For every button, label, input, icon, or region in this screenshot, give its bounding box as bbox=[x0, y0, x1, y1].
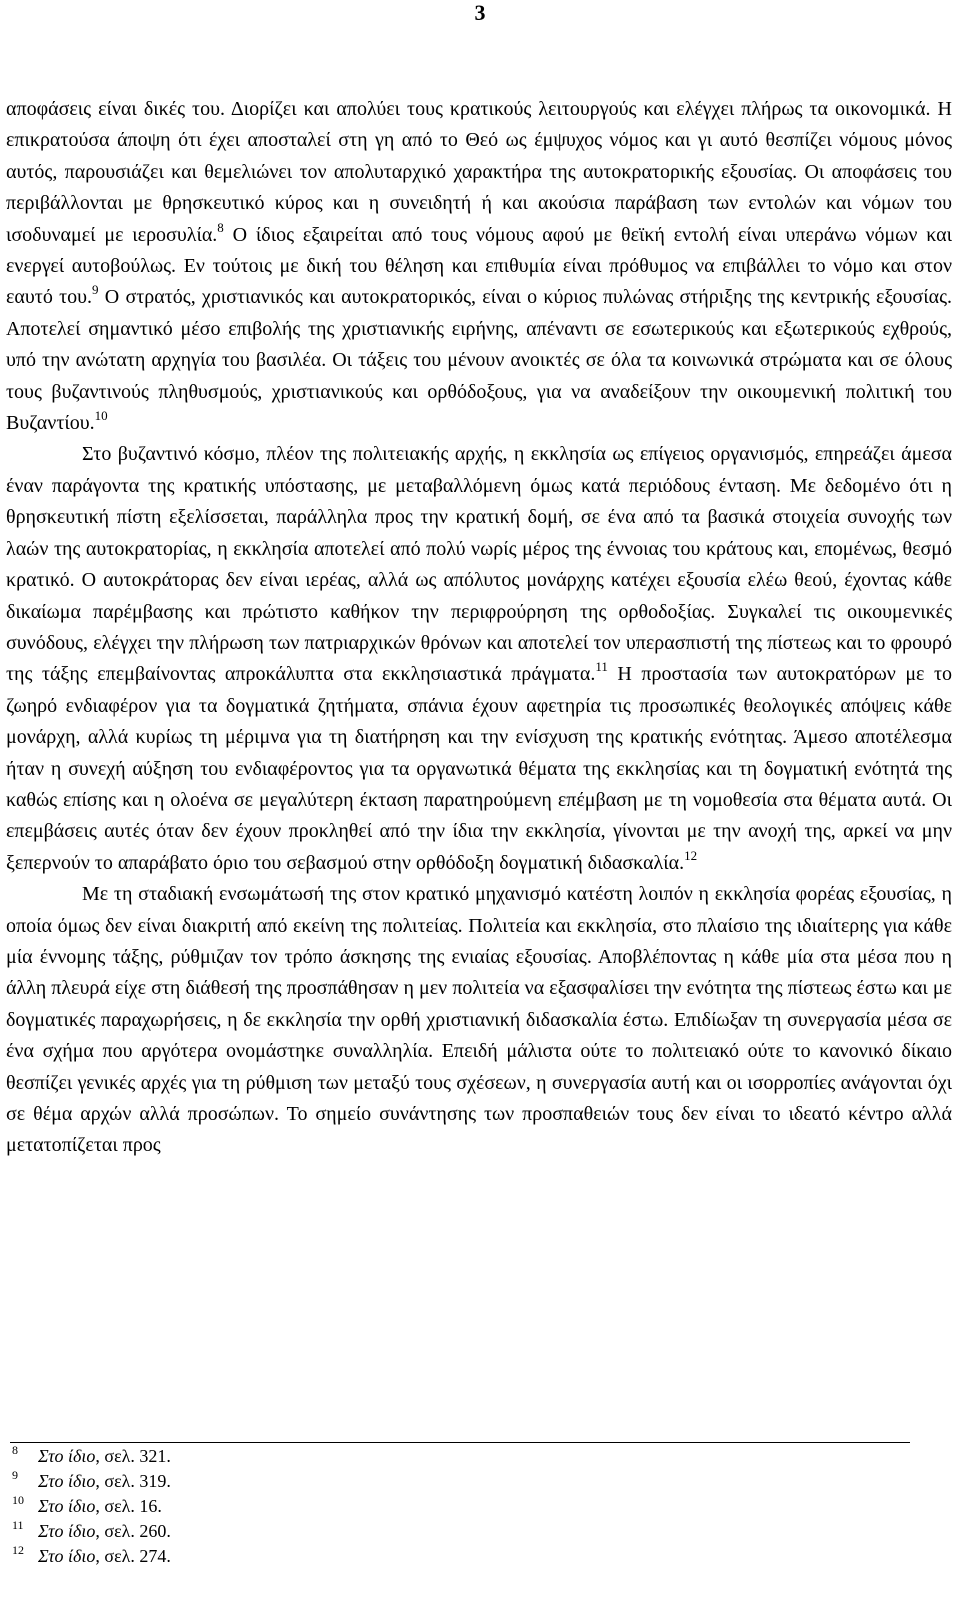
footnote: $^{10}$ Στο ίδιο, σελ. 16. bbox=[12, 1493, 162, 1516]
text-run: Στο βυζαντινό κόσμο, πλέον της πολιτειακής αρχής, η εκκλησία ως επίγειος οργανισμός, επηρεάζει άμεσα έναν παράγοντα της κρατικής υπόστασης, με μεταβαλλόμενη όμως κατά περιόδους ένταση. Με δεδομένο ότι η θρησκευτική πίστη εξελίσσεται, παράλληλα προς την κρατική δομή, σε ένα από τα βασικά στοιχεία συνοχής των λαών της αυτοκρατορίας, η εκκλησία αποτελεί από πολύ νωρίς μέρος της έννοιας του κράτους και, επομένως, θεσμό κρατικό. Ο αυτοκράτορας δεν είναι ιερέας, αλλά ως απόλυτος μονάρχης κατέχει εξουσία ελέω θεού, έχοντας κάθε δικαίωμα παρέμβασης και πρώτιστο καθήκον την περιφρούρηση της ορθοδοξίας. Συγκαλεί τις οικουμενικές συνόδους, ελέγχει την πλήρωση των πατριαρχικών θρόνων και αποτελεί τον υπερασπιστή της πίστεως και το φρουρό της τάξης επεμβαίνοντας απροκάλυπτα στα εκκλησιαστικά πράγματα. bbox=[6, 443, 952, 686]
footnote-page: , σελ. 319. bbox=[95, 1471, 171, 1491]
text-run: Ο στρατός, χριστιανικός και αυτοκρατορικός, είναι ο κύριος πυλώνας στήριξης της κεντρικής εξουσίας. Αποτελεί σημαντικό μέσο επιβολής της χριστιανικής ειρήνης, απέναντι σε εσωτερικούς και εξωτερικούς εχθρούς, υπό την ανώτατη αρχηγία του βασιλέα. Οι τάξεις του μένουν ανοικτές σε όλα τα κοινωνικά στρώματα και σε όλους τους βυζαντινούς πληθυσμούς, χριστιανικούς και ορθόδοξους, για να αναδείξουν την οικουμενική πολιτική του Βυζαντίου. bbox=[6, 286, 952, 435]
footnote-source: Στο ίδιο bbox=[38, 1496, 96, 1516]
footnote-page: , σελ. 274. bbox=[95, 1546, 171, 1566]
footnote-source: Στο ίδιο bbox=[38, 1546, 96, 1566]
text-run: Ο ίδιος εξαιρείται από τους νόμους αφού με θεϊκή εντολή είναι υπεράνω νόμων και ενεργεί αυτοβούλως. Εν τούτοις με δική του θέληση και επιθυμία είναι πρόθυμος να επιβάλλει το νόμο και στον εαυτό του. bbox=[6, 223, 952, 309]
text-run: αποφάσεις είναι δικές του. Διορίζει και απολύει τους κρατικούς λειτουργούς και ελέγχει πλήρως τα οικονομικά. Η επικρατούσα άποψη ότι έχει αποσταλεί στη γη από το Θεό ως έμψυχος νόμος και γι αυτό θεσπίζει νόμους μόνος αυτός, παρουσιάζει και θεμελιώνει τον απολυταρχικό χαρακτήρα της αυτοκρατορικής εξουσίας. Οι αποφάσεις του περιβάλλονται με θρησκευτικό κύρος και η συνειδητή ή και ακούσια παράβαση των εντολών και νόμων του ισοδυναμεί με ιεροσυλία. bbox=[6, 98, 952, 246]
paragraph bbox=[6, 94, 952, 439]
footnote: $^9$ Στο ίδιο, σελ. 319. bbox=[12, 1468, 171, 1491]
page-number: 3 bbox=[474, 0, 486, 25]
footnote-divider bbox=[10, 1442, 910, 1443]
footnote: $^8$ Στο ίδιο, σελ. 321. bbox=[12, 1443, 171, 1466]
footnote-ref: 9 bbox=[92, 282, 99, 298]
text-run: Με τη σταδιακή ενσωμάτωσή της στον κρατικό μηχανισμό κατέστη λοιπόν η εκκλησία φορέας εξουσίας, η οποία όμως δεν είναι διακριτή από εκείνη της πολιτείας. Πολιτεία και εκκλησία, στο πλαίσιο της ιδιαίτερης για κάθε μία έννομης τάξης, ρύθμιζαν τον τρόπο άσκησης της ενιαίας εξουσίας. Αποβλέποντας η κάθε μία στα μέσα που η άλλη πλευρά είχε στη διάθεσή της προσπάθησαν η μεν πολιτεία να εξασφαλίσει την ενότητα της πίστεως έστω και με δογματικές παραχωρήσεις, η δε εκκλησία την ορθή χριστιανική διδασκαλία έστω. Επιδίωξαν τη συνεργασία μέσα σε ένα σχήμα που αργότερα ονομάστηκε συναλληλία. Επειδή μάλιστα ούτε το πολιτειακό ούτε το κανονικό δίκαιο θεσπίζει γενικές αρχές για τη ρύθμιση των μεταξύ τους σχέσεων, η συνεργασία αυτή και οι ισορροπίες ανάγονται όχι σε θέμα αρχών αλλά προσώπων. Το σημείο συνάντησης των προσπαθειών τους δεν είναι το ιδεατό κέντρο αλλά μετατοπίζεται προς bbox=[6, 883, 952, 1157]
footnote-page: , σελ. 321. bbox=[95, 1446, 171, 1466]
footnote: $^{12}$ Στο ίδιο, σελ. 274. bbox=[12, 1543, 171, 1566]
footnote-ref: 8 bbox=[217, 219, 224, 235]
footnote-source: Στο ίδιο bbox=[38, 1471, 96, 1491]
footnote-page: , σελ. 16. bbox=[95, 1496, 162, 1516]
footnotes bbox=[12, 1444, 612, 1569]
footnote-page: , σελ. 260. bbox=[95, 1521, 171, 1541]
footnote-ref: 10 bbox=[94, 408, 108, 424]
footnote-source: Στο ίδιο bbox=[38, 1446, 96, 1466]
footnote-ref: 12 bbox=[684, 847, 698, 863]
footnote-source: Στο ίδιο bbox=[38, 1521, 96, 1541]
footnote-ref: 11 bbox=[595, 659, 608, 675]
paragraph bbox=[6, 439, 952, 879]
paragraph bbox=[6, 879, 952, 1162]
body-text bbox=[6, 94, 952, 1162]
text-run: Η προστασία των αυτοκρατόρων με το ζωηρό ενδιαφέρον για τα δογματικά ζητήματα, σπάνια έχουν αφετηρία τις προσωπικές θεολογικές απόψεις κάθε μονάρχη, αλλά κυρίως τη μέριμνα για τη διατήρηση και την ενίσχυση της κρατικής ενότητας. Άμεσο αποτέλεσμα ήταν η συνεχή αύξηση του ενδιαφέροντος για τα οργανωτικά θέματα της εκκλησίας και τη δογματική ενότητά της καθώς επίσης και η ολοένα σε μεγαλύτερη έκταση παρατηρούμενη επέμβαση με τη νομοθεσία στα θέματα αυτά. Οι επεμβάσεις αυτές όταν δεν έχουν προκληθεί από την ίδια την εκκλησία, γίνονται με την ανοχή της, αρκεί να μην ξεπερνούν το απαράβατο όριο του σεβασμού στην ορθόδοξη δογματική διδασκαλία. bbox=[6, 663, 952, 874]
footnote: $^{11}$ Στο ίδιο, σελ. 260. bbox=[12, 1518, 171, 1541]
